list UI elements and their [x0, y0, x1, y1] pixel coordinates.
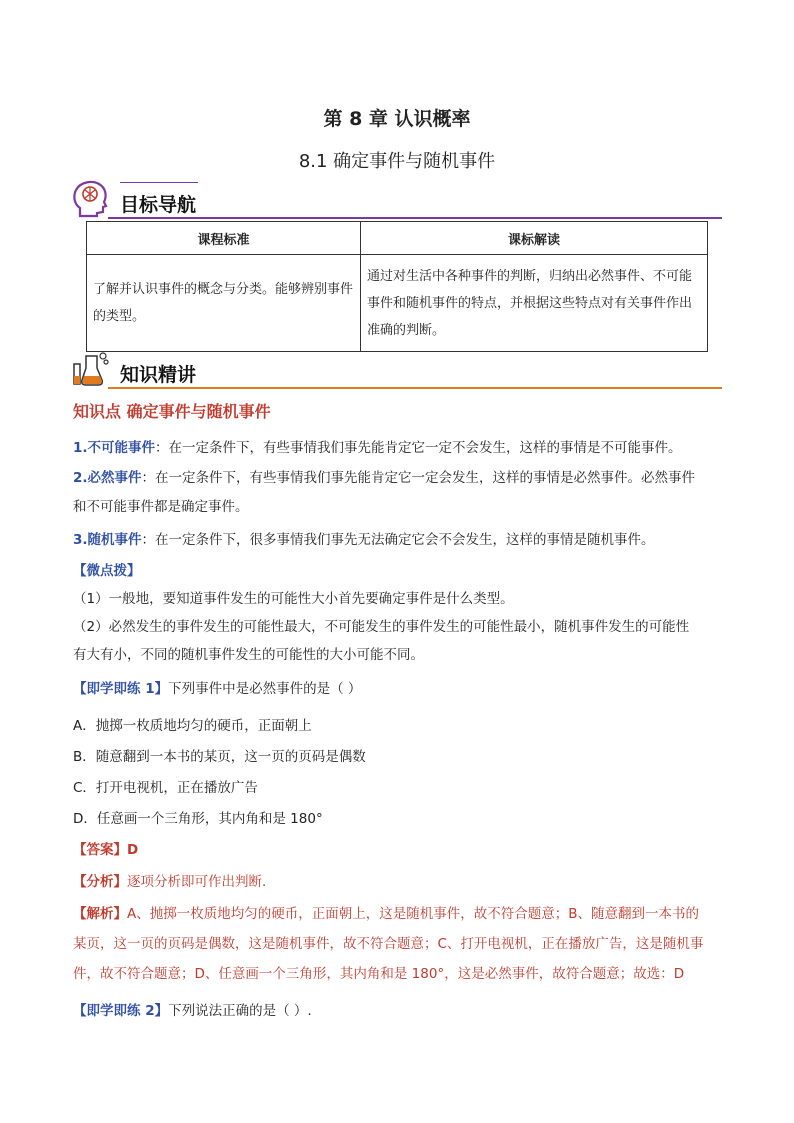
option-c: C．打开电视机，正在播放广告: [73, 780, 258, 796]
exercise-1-options: [73, 711, 723, 835]
tip-label: 【微点拨】: [73, 563, 141, 579]
table-header-standard: 课程标准: [87, 222, 361, 255]
curriculum-table: [86, 221, 708, 352]
exercise-1-question: 【即学即练 1】下列事件中是必然事件的是（ ）: [73, 681, 362, 697]
option-b: B．随意翻到一本书的某页，这一页的页码是偶数: [73, 749, 366, 765]
option-d: D．任意画一个三角形，其内角和是 180°: [73, 811, 323, 827]
lab-flask-icon: [70, 350, 112, 386]
nav-section-title: 目标导航: [120, 194, 197, 216]
knowledge-divider: [108, 387, 722, 389]
table-header-row: [87, 222, 708, 255]
section-title: 8.1 确定事件与随机事件: [298, 151, 496, 172]
answer-line: 【答案】D: [73, 842, 139, 858]
nav-top-rule: [120, 182, 198, 183]
chapter-title: 第 8 章 认识概率: [323, 108, 471, 130]
nav-divider: [108, 217, 722, 219]
tip-item-1: （1）一般地，要知道事件发生的可能性大小首先要确定事件是什么类型。: [73, 591, 514, 607]
tip-item-2: （2）必然发生的事件发生的可能性最大，不可能发生的事件发生的可能性最小，随机事件发生的可能性: [73, 619, 690, 635]
analysis-line: 【分析】逐项分析即可作出判断．: [73, 874, 276, 890]
table-cell-standard: 了解并认识事件的概念与分类。能够辨别事件的类型。: [87, 255, 361, 352]
table-header-interpretation: 课标解读: [361, 222, 708, 255]
knowledge-point-title: 知识点 确定事件与随机事件: [73, 402, 271, 421]
knowledge-section-title: 知识精讲: [120, 364, 197, 386]
definition-random: 3.随机事件：在一定条件下，很多事情我们事先无法确定它会不会发生，这样的事情是随机事件。: [73, 532, 655, 548]
table-cell-interpretation: 通过对生活中各种事件的判断，归纳出必然事件、不可能事件和随机事件的特点，并根据这些特点对有关事件作出准确的判断。: [361, 255, 708, 352]
exercise-2-question: 【即学即练 2】下列说法正确的是（ ）.: [73, 1003, 312, 1019]
tip-block: 【微点拨】 （1）一般地，要知道事件发生的可能性大小首先要确定事件是什么类型。 （2）必然发生的事件发生的可能性最大，不可能发生的事件发生的可能性最小，随机事件发生的可能性 有大有小，不同的随机事件发生的可能性的大小可能不同。: [73, 557, 723, 669]
solution-block: 【解析】A、抛掷一枚质地均匀的硬币，正面朝上，这是随机事件，故不符合题意；B、随意翻到一本书的 某页，这一页的页码是偶数，这是随机事件，故不符合题意；C、打开电视机，正在播放广告，这是随机事 件，故不符合题意；D、任意画一个三角形，其内角和是 180°，这是必然事件，故符合题意；故选：D: [73, 906, 704, 982]
brain-head-icon: [70, 178, 112, 220]
definition-certain: 2.必然事件：在一定条件下，有些事情我们事先能肯定它一定会发生，这样的事情是必然事件。必然事件 和不可能事件都是确定事件。: [73, 470, 696, 515]
option-a: A．抛掷一枚质地均匀的硬币，正面朝上: [73, 718, 312, 734]
table-row: [87, 255, 708, 352]
definition-impossible: 1.不可能事件：在一定条件下，有些事情我们事先能肯定它一定不会发生，这样的事情是不可能事件。: [73, 440, 682, 456]
